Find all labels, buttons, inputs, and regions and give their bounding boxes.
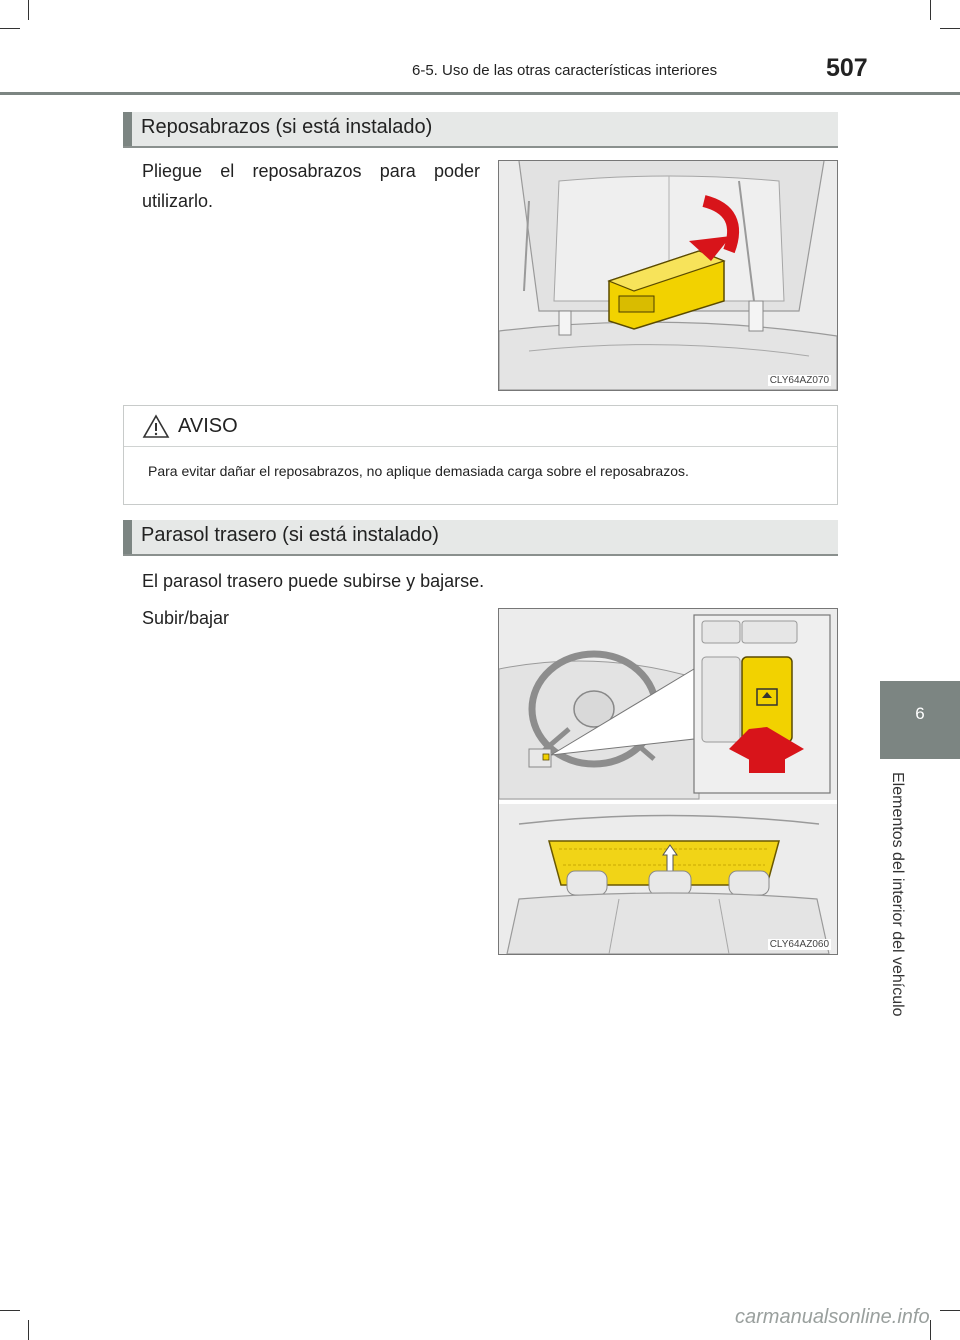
notice-text: Para evitar dañar el reposabrazos, no aplique demasiada carga sobre el reposabrazos.: [148, 463, 689, 479]
armrest-illustration: [498, 160, 838, 391]
chapter-label-text: Elementos del interior del vehículo: [889, 772, 906, 1017]
sunshade-subheading: Subir/bajar: [142, 608, 230, 628]
crop-mark: [940, 28, 960, 29]
section-heading-armrest: [123, 112, 838, 148]
sunshade-illustration: [498, 608, 838, 955]
crop-mark: [0, 1310, 20, 1311]
header-rule: [0, 92, 960, 95]
running-header: 6-5. Uso de las otras características interiores: [412, 62, 718, 79]
armrest-drawing: [499, 161, 837, 390]
crop-mark: [0, 28, 20, 29]
heading-accent: [123, 520, 132, 554]
image-code: CLY64AZ070: [769, 375, 829, 386]
notice-box: [123, 405, 838, 505]
image-code: CLY64AZ060: [769, 939, 829, 950]
section-title: Reposabrazos (si está instalado): [141, 116, 433, 138]
warning-triangle-icon: [142, 414, 170, 439]
section-heading-sunshade: [123, 520, 838, 556]
sunshade-drawing: [499, 609, 837, 954]
crop-mark: [28, 0, 29, 20]
heading-accent: [123, 112, 132, 146]
crop-mark: [28, 1320, 29, 1340]
sunshade-description: El parasol trasero puede subirse y bajarse.: [142, 571, 485, 591]
crop-mark: [930, 1320, 931, 1340]
crop-mark: [940, 1310, 960, 1311]
page-number: 507: [826, 54, 868, 82]
notice-header: [124, 406, 837, 447]
armrest-instruction: Pliegue el reposabrazos para poder utilizarlo.: [142, 161, 480, 211]
crop-mark: [930, 0, 931, 20]
notice-title: AVISO: [178, 415, 238, 437]
chapter-number: 6: [915, 704, 925, 723]
watermark: carmanualsonline.info: [735, 1306, 930, 1328]
chapter-label: [888, 772, 922, 1032]
section-title: Parasol trasero (si está instalado): [141, 524, 439, 546]
